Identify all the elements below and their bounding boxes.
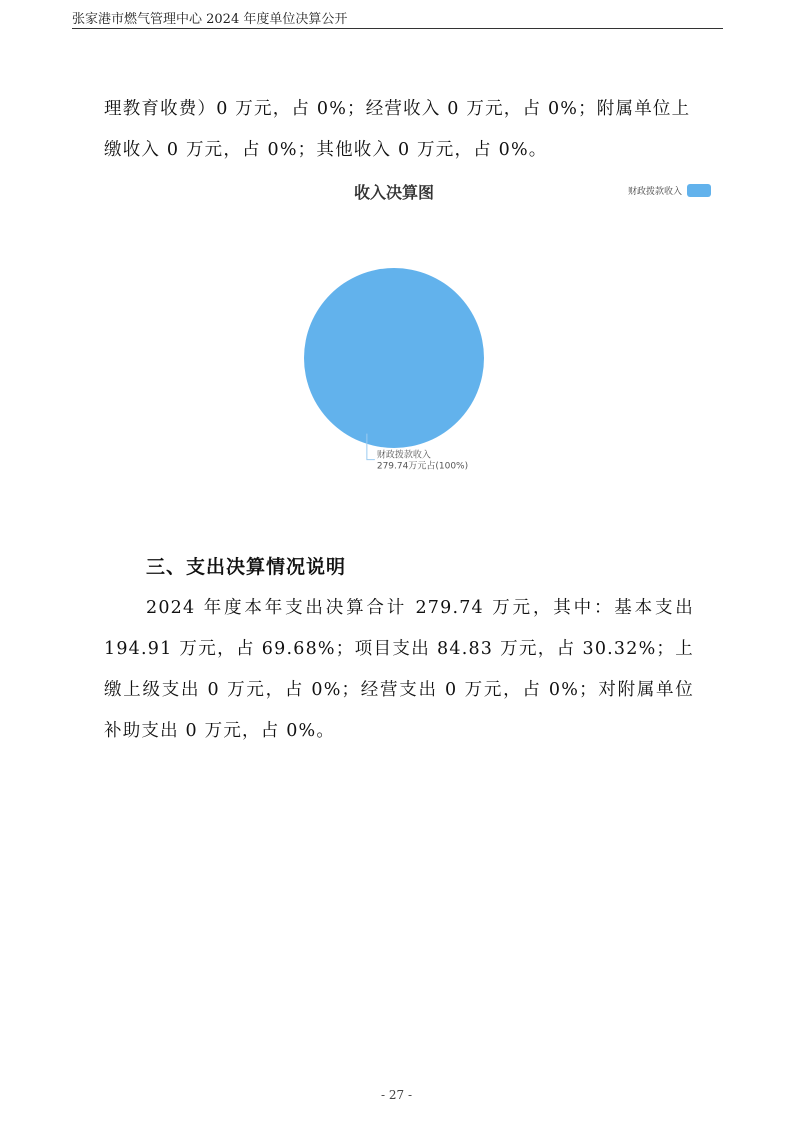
pie-chart-svg [104,172,724,502]
pie-label-name-0: 财政拨款收入 [376,450,431,461]
chart-title: 收入决算图 [353,183,435,202]
pie-label-value-0: 279.74万元占(100%) [376,461,469,472]
pie-slices [304,268,484,448]
header-rule [72,28,723,29]
pie-slice-0 [304,268,484,448]
legend-swatch-0 [687,184,711,197]
legend-label-0: 财政拨款收入 [627,187,682,197]
section-title: 三、支出决算情况说明 [146,556,347,578]
income-pie-chart [104,172,724,502]
chart-legend [628,184,711,197]
page-header: 张家港市燃气管理中心 2024 年度单位决算公开 [72,12,348,27]
expenditure-paragraph: 2024 年度本年支出决算合计 279.74 万元，其中：基本支出 194.91 万元，占 69.68%；项目支出 84.83 万元，占 30.32%；上缴上级支出 0 万元，占 0%；经营支出 0 万元，占 0%；对附属单位补助支出 0 万元，占 0%。 [104,598,694,741]
intro-paragraph: 理教育收费）0 万元，占 0%；经营收入 0 万元，占 0%；附属单位上缴收入 0 万元，占 0%；其他收入 0 万元，占 0%。 [104,99,691,160]
page-number: - 27 - [380,1088,412,1102]
